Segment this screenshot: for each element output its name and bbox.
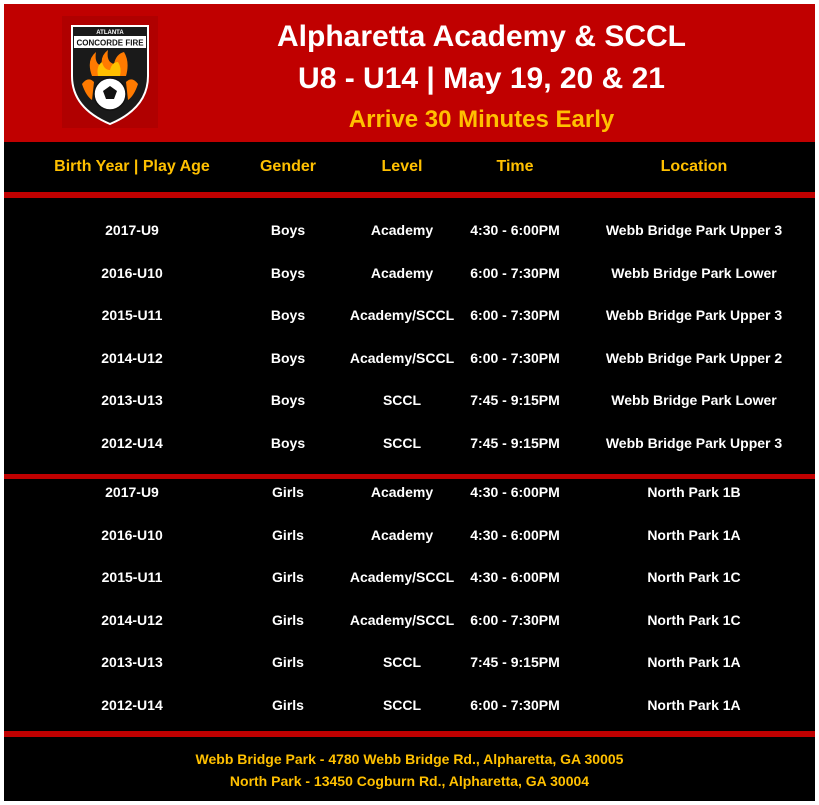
birth-year-cell: 2012-U14 [101,435,163,451]
time-cell: 7:45 - 9:15PM [470,654,560,671]
level-cell: Academy/SCCL [349,349,455,366]
location-cell: North Park 1A [647,526,741,543]
gender-cell: Girls [272,654,304,671]
gender-cell: Girls [272,569,304,586]
divider-bottom [4,731,815,737]
birth-year-cell: 2017-U9 [105,222,159,238]
table-row [4,484,815,504]
table-row [4,697,815,717]
level-cell: SCCL [382,392,422,409]
location-cell: Webb Bridge Park Lower [611,264,777,281]
gender-cell: Girls [272,611,304,628]
gender-cell: Boys [270,222,306,238]
table-row [4,307,815,327]
time-cell: 6:00 - 7:30PM [470,264,560,281]
level-cell: Academy/SCCL [349,569,455,586]
birth-year-cell: 2012-U14 [101,697,163,713]
birth-year-cell: 2014-U12 [101,611,163,628]
table-row [4,654,815,674]
time-cell: 4:30 - 6:00PM [470,484,560,500]
level-cell: Academy [370,222,434,238]
schedule-flyer [4,4,815,801]
table-row [4,350,815,370]
time-cell: 6:00 - 7:30PM [470,349,560,366]
column-header-location: Location [660,158,728,175]
logo-name-text: CONCORDE FIRE [76,38,144,48]
birth-year-cell: 2013-U13 [101,392,163,409]
location-cell: Webb Bridge Park Upper 3 [605,222,783,238]
gender-cell: Boys [270,435,306,451]
birth-year-cell: 2015-U11 [101,569,163,586]
time-cell: 4:30 - 6:00PM [470,569,560,586]
level-cell: Academy [370,484,434,500]
time-cell: 4:30 - 6:00PM [470,526,560,543]
title-line-1: Alpharetta Academy & SCCL [277,20,686,53]
time-cell: 6:00 - 7:30PM [470,307,560,324]
table-row [4,569,815,589]
level-cell: SCCL [382,435,422,451]
table-row [4,392,815,412]
location-cell: North Park 1C [647,611,741,628]
gender-cell: Girls [272,697,304,713]
divider-top [4,192,815,198]
title-line-2: U8 - U14 | May 19, 20 & 21 [298,62,665,95]
birth-year-cell: 2014-U12 [101,349,163,366]
table-row [4,265,815,285]
time-cell: 6:00 - 7:30PM [470,611,560,628]
column-header-gender: Gender [259,158,316,175]
time-cell: 7:45 - 9:15PM [470,435,560,451]
arrival-subtitle: Arrive 30 Minutes Early [348,106,615,133]
address-webb-bridge: Webb Bridge Park - 4780 Webb Bridge Rd., Alpharetta, GA 30005 [195,751,624,767]
time-cell: 6:00 - 7:30PM [470,697,560,713]
level-cell: SCCL [382,697,422,713]
header-banner [4,4,815,142]
column-header-birth-year: Birth Year | Play Age [54,158,210,175]
location-cell: Webb Bridge Park Upper 3 [605,435,783,451]
birth-year-cell: 2016-U10 [101,526,163,543]
level-cell: Academy [370,264,434,281]
birth-year-cell: 2017-U9 [105,484,159,500]
concorde-fire-crest-icon [62,16,158,128]
location-cell: Webb Bridge Park Upper 3 [605,307,783,324]
gender-cell: Boys [270,392,306,409]
divider-middle [4,474,815,479]
level-cell: SCCL [382,654,422,671]
level-cell: Academy/SCCL [349,611,455,628]
table-row [4,435,815,455]
location-cell: North Park 1C [647,569,741,586]
location-cell: North Park 1B [647,484,741,500]
time-cell: 7:45 - 9:15PM [470,392,560,409]
gender-cell: Girls [272,526,304,543]
gender-cell: Girls [272,484,304,500]
logo-top-text: ATLANTA [96,30,124,36]
time-cell: 4:30 - 6:00PM [470,222,560,238]
birth-year-cell: 2013-U13 [101,654,163,671]
location-cell: North Park 1A [647,697,741,713]
gender-cell: Boys [270,264,306,281]
table-row [4,222,815,242]
level-cell: Academy [370,526,434,543]
location-cell: North Park 1A [647,654,741,671]
address-north-park: North Park - 13450 Cogburn Rd., Alpharetta, GA 30004 [229,773,590,789]
level-cell: Academy/SCCL [349,307,455,324]
gender-cell: Boys [270,349,306,366]
location-cell: Webb Bridge Park Lower [611,392,777,409]
table-row [4,612,815,632]
birth-year-cell: 2015-U11 [101,307,163,324]
table-row [4,527,815,547]
column-header-time: Time [496,158,534,175]
location-cell: Webb Bridge Park Upper 2 [605,349,783,366]
column-header-level: Level [381,158,423,175]
birth-year-cell: 2016-U10 [101,264,163,281]
gender-cell: Boys [270,307,306,324]
